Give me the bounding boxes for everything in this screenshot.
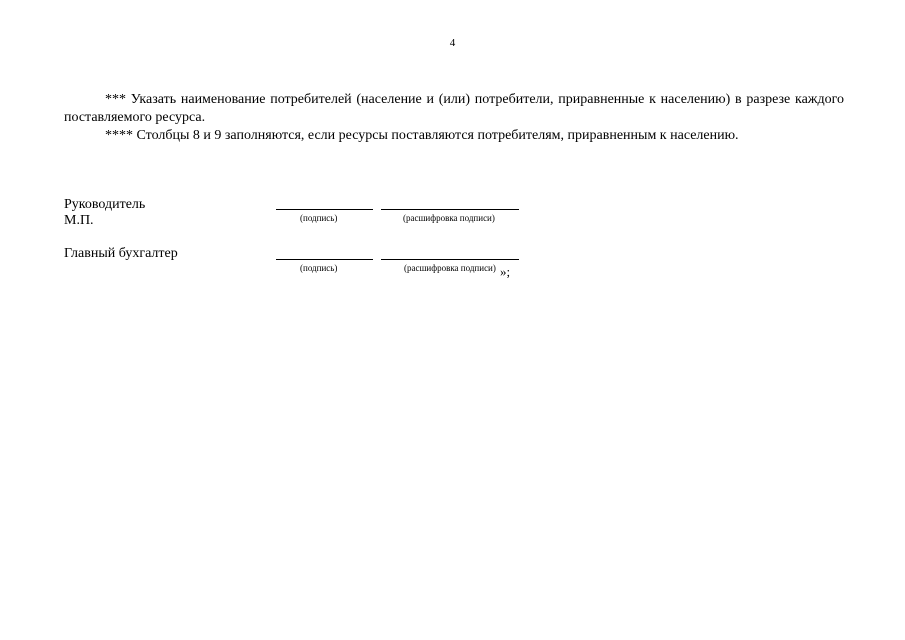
footnote-columns: **** Столбцы 8 и 9 заполняются, если ресурсы поставляются потребителям, приравненным к населению. bbox=[105, 128, 739, 143]
page-number: 4 bbox=[449, 37, 456, 49]
director-signature-line bbox=[276, 209, 373, 210]
accountant-decoding-caption: (расшифровка подписи) bbox=[404, 263, 496, 273]
director-title: Руководитель bbox=[64, 197, 146, 212]
accountant-title: Главный бухгалтер bbox=[64, 246, 178, 261]
director-decoding-line bbox=[381, 209, 519, 210]
director-signature-caption: (подпись) bbox=[300, 213, 338, 223]
accountant-signature-caption: (подпись) bbox=[300, 263, 338, 273]
director-decoding-caption: (расшифровка подписи) bbox=[403, 213, 495, 223]
stamp-label: М.П. bbox=[64, 213, 94, 228]
accountant-signature-line bbox=[276, 259, 373, 260]
accountant-signature-block bbox=[64, 246, 178, 262]
closing-quote-mark: »; bbox=[500, 264, 511, 279]
footnote-consumers: *** Указать наименование потребителей (население и (или) потребители, приравненные к населению) в разрезе каждого поставляемого ресурса. bbox=[64, 92, 844, 125]
accountant-decoding-line bbox=[381, 259, 519, 260]
footnotes bbox=[64, 91, 844, 145]
director-signature-block bbox=[64, 197, 145, 229]
